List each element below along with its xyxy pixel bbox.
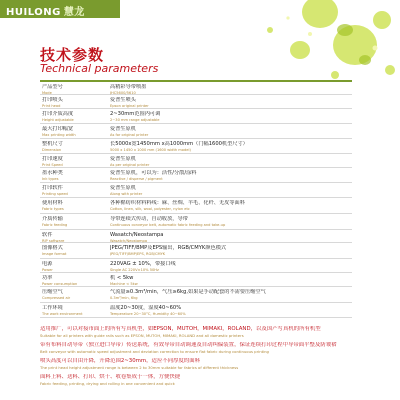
- spec-label: 打印速度: [42, 156, 63, 162]
- spec-value-en: Along with printer: [110, 191, 143, 196]
- spec-value-en: Reactive / disperse / pigment: [110, 176, 163, 181]
- spec-label-en: The work environment: [42, 311, 83, 316]
- spec-row: [40, 82, 352, 95]
- spec-value: 爱普生原机，可以为：活性/分散/涂料: [110, 170, 197, 176]
- spec-value-en: Continuous conveyor belt, automatic fabric feeding and take-up: [110, 222, 226, 227]
- spec-label-en: Dimension: [42, 147, 62, 152]
- spec-label: 产品型号: [42, 84, 63, 90]
- spec-value: 爱普生喷头: [110, 97, 136, 103]
- spec-value: Wasatch/Neostampa: [110, 232, 164, 238]
- spec-value-en: 5000 x 1450 x 1000 mm (1600 width model): [110, 147, 191, 152]
- spec-value-en: Wasatch/Neostampa: [110, 238, 148, 243]
- spec-label: 功率: [42, 275, 53, 281]
- spec-row: [40, 168, 352, 183]
- spec-value: 爱普生原机: [110, 185, 136, 191]
- spec-value: 温度20~30度，湿度40~60%: [110, 305, 182, 311]
- spec-label: 图像格式: [42, 245, 63, 251]
- feature-note: [40, 374, 352, 386]
- feature-note-text: 面料上料、送料、打印、烘干、收卷集成于一体，方便快捷: [40, 374, 181, 380]
- feature-note-text-en: Suitable for all printers with guide rails such as EPSON, MUTOH, MIMAKI, ROLAND and all domestic printers: [40, 333, 244, 338]
- spec-value-en: Temperature 20~30°C, Humidity 40~60%: [110, 311, 186, 316]
- spec-value: 爱普生原机: [110, 156, 136, 162]
- spec-label-en: Fabric feeding: [42, 222, 68, 227]
- spec-row: [40, 230, 352, 243]
- page-title: 技术参数: [40, 46, 105, 64]
- spec-row: [40, 154, 352, 168]
- spec-row: [40, 95, 352, 109]
- feature-note-text-en: Fabric feeding, printing, drying and rolling in one convenient and quick: [40, 381, 175, 386]
- spec-label-en: Print Speed: [42, 162, 63, 167]
- spec-label-en: Print head: [42, 103, 61, 108]
- spec-value-en: Single AC 220V±10% 50Hz: [110, 267, 159, 272]
- spec-label: 打印喷头: [42, 97, 63, 103]
- spec-label: 墨水种类: [42, 170, 63, 176]
- spec-value-en: As per original printer: [110, 162, 150, 167]
- spec-value: 气流量≥0.3m³/min，气压≥6kg,如果是手动配套的不需要压缩空气: [110, 289, 266, 295]
- spec-label-en: Power consumption: [42, 281, 78, 286]
- feature-note: [40, 342, 352, 354]
- page-subtitle: Technical parameters: [40, 62, 159, 75]
- feature-note-text-en: Belt conveyor with automatic speed adjustment and deviation correction to ensure flat fabric during continuous printing: [40, 349, 269, 354]
- spec-row: [40, 124, 352, 139]
- feature-note-text: 适用推广，可以对接市面上的所有写真机型，如EPSON，MUTOH，MIMAKI，ROLAND，以及国产写真机的所有机型: [40, 326, 321, 332]
- spec-label: 介质传输: [42, 216, 63, 222]
- spec-value-en: Cotton, linen, silk, wool, polyester, nylon etc: [110, 206, 190, 211]
- spec-label-en: Compressed air: [42, 295, 71, 300]
- spec-row: [40, 259, 352, 273]
- spec-label-en: Ink types: [42, 176, 59, 181]
- brand-logo: HUILONG 慧龙: [6, 7, 85, 18]
- brand-bar: [0, 0, 120, 18]
- spec-value: 导带连续式传动，自动收放，导带: [110, 216, 188, 222]
- spec-label: 电源: [42, 261, 53, 267]
- spec-label-en: Height adjustable: [42, 117, 74, 122]
- spec-value: 各种棉纺织材料料线：麻、丝绸、羊毛、化纤、无皮等面料: [110, 200, 245, 206]
- spec-value: 爱普生原机: [110, 126, 136, 132]
- spec-table: [40, 80, 352, 320]
- spec-value: 高精彩导带喷墨: [110, 84, 147, 90]
- spec-label-en: Image format: [42, 251, 67, 256]
- feature-note-text-en: The print head height adjustment range is between 2 to 30mm suitable for fabrics of different thickness: [40, 365, 239, 370]
- spec-label: 工作环境: [42, 305, 63, 311]
- spec-label-en: Power: [42, 267, 53, 272]
- spec-label: 软件: [42, 232, 53, 238]
- spec-value: 长5000x宽1450mm x高1000mm（门幅1600机型尺寸）: [110, 141, 248, 147]
- feature-notes: [40, 326, 352, 390]
- spec-label-en: Mode: [42, 90, 52, 95]
- spec-label-en: Fabric types: [42, 206, 64, 211]
- feature-note-text: 带有布料自动导带（独立进口导带）传送系统，有效导带自动调速及自动纠偏装置，保证连续打印过程中导带面平整及防皱褶: [40, 342, 337, 348]
- spec-value-en: Epson original printer: [110, 103, 149, 108]
- spec-label: 使用材料: [42, 200, 63, 206]
- spec-label: 打印介质高度: [42, 111, 74, 117]
- spec-value-en: JPEG/TIFF/BMP/EPS, RGB/CMYK: [110, 251, 166, 256]
- spec-label: 整机尺寸: [42, 141, 63, 147]
- spec-value: 机 < 5kw: [110, 275, 134, 281]
- spec-row: [40, 303, 352, 318]
- feature-note-text: 喷头高度可以自由升降，升降范围2~30mm，适应不同厚度的面料: [40, 358, 201, 364]
- spec-value-en: Machine < 5kw: [110, 281, 138, 286]
- spec-row: [40, 287, 352, 303]
- spec-label-en: RIP software: [42, 238, 65, 243]
- feature-note: [40, 358, 352, 370]
- spec-row: [40, 109, 352, 124]
- spec-row: [40, 183, 352, 198]
- spec-value-en: JHC5600/5610: [110, 90, 136, 95]
- spec-value: 220VAG ± 10%，带接口线: [110, 261, 176, 267]
- spec-label: 打印软件: [42, 185, 63, 191]
- spec-value-en: 0.3m³/min, 6kg: [110, 295, 138, 300]
- spec-row: [40, 273, 352, 287]
- spec-value-en: 2~30 mm range adjustable: [110, 117, 160, 122]
- spec-value: JPEG/TIFF/BMP及EPS输出，RGB/CMYK颜色模式: [110, 245, 227, 251]
- spec-value: 2~30mm范围内可调: [110, 111, 161, 117]
- spec-label: 最大打印幅宽: [42, 126, 74, 132]
- spec-label-en: Max printing width: [42, 132, 76, 137]
- spec-label-en: Printing speed: [42, 191, 68, 196]
- spec-row: [40, 198, 352, 214]
- spec-label: 压缩空气: [42, 289, 63, 295]
- spec-row: [40, 139, 352, 154]
- spec-row: [40, 214, 352, 230]
- feature-note: [40, 326, 352, 338]
- spec-value-en: As for original printer: [110, 132, 149, 137]
- spec-row: [40, 243, 352, 259]
